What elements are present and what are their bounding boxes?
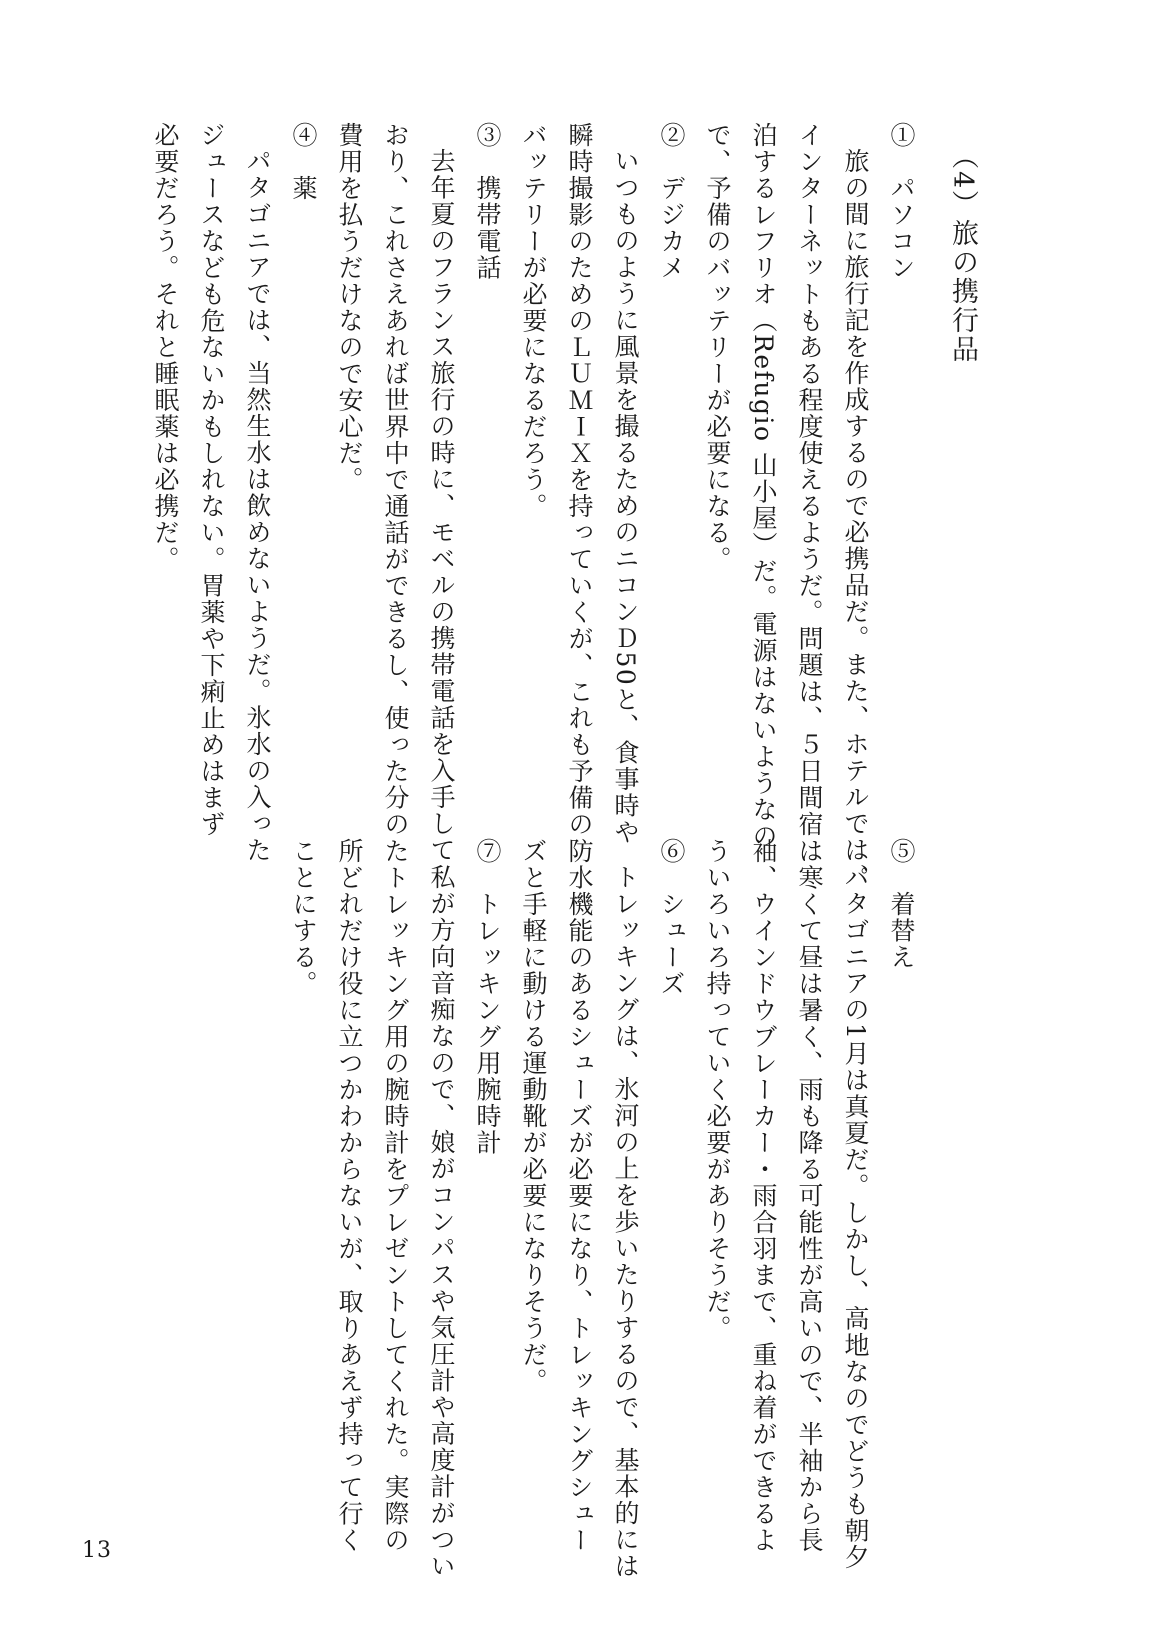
page-number: 13 xyxy=(82,1538,112,1563)
item-3-line-2: おり、これさえあれば世界中で通話ができるし、使った分の xyxy=(381,122,410,838)
item-5-heading: ⑤ 着替え xyxy=(887,838,916,971)
item-7-line-4: ことにする。 xyxy=(289,838,318,997)
item-4-heading: ④ 薬 xyxy=(289,122,318,202)
item-5-line-3: 袖、ウインドウブレーカー・雨合羽まで、重ね着ができるよ xyxy=(749,838,778,1554)
section-title: （4）旅の携行品 xyxy=(947,142,978,365)
item-4-line-3: 必要だろう。それと睡眠薬は必携だ。 xyxy=(151,122,180,573)
item-2-line-2: 瞬時撮影のためのＬＵＭＩＸを持っていくが、これも予備の xyxy=(565,122,594,838)
item-1-line-3: 泊するレフリオ（Refugio 山小屋）だ。電源はないようなの xyxy=(749,122,778,850)
item-5-line-1: パタゴニアの1月は真夏だ。しかし、高地なのでどうも朝夕 xyxy=(841,864,870,1571)
item-3-line-3: 費用を払うだけなので安心だ。 xyxy=(335,122,364,493)
item-4-line-1: パタゴニアでは、当然生水は飲めないようだ。氷水の入った xyxy=(243,148,272,864)
item-7-line-1: 私が方向音痴なので、娘がコンパスや気圧計や高度計がつい xyxy=(427,864,456,1580)
item-6-heading: ⑥ シューズ xyxy=(657,838,686,997)
item-6-line-1: トレッキングは、氷河の上を歩いたりするので、基本的には xyxy=(611,864,640,1580)
item-7-heading: ⑦ トレッキング用腕時計 xyxy=(473,838,502,1156)
item-5-line-2: は寒くて昼は暑く、雨も降る可能性が高いので、半袖から長 xyxy=(795,838,824,1554)
item-2-line-1: いつものように風景を撮るためのニコンＤ50と、食事時や xyxy=(611,148,640,846)
item-6-line-2: 防水機能のあるシューズが必要になり、トレッキングシュー xyxy=(565,838,594,1554)
item-1-heading: ① パソコン xyxy=(887,122,916,281)
item-7-line-3: 所どれだけ役に立つかわからないが、取りあえず持って行く xyxy=(335,838,364,1554)
item-2-heading: ② デジカメ xyxy=(657,122,686,281)
item-2-line-3: バッテリーが必要になるだろう。 xyxy=(519,122,548,520)
item-5-line-4: ういろいろ持っていく必要がありそうだ。 xyxy=(703,838,732,1342)
item-3-line-1: 去年夏のフランス旅行の時に、モベルの携帯電話を入手して xyxy=(427,148,456,864)
item-1-line-1: 旅の間に旅行記を作成するので必携品だ。また、ホテルでは、 xyxy=(841,148,870,890)
item-1-line-2: インターネットもある程度使えるようだ。問題は、５日間宿 xyxy=(795,122,824,838)
item-4-line-2: ジュースなども危ないかもしれない。胃薬や下痢止めはまず xyxy=(197,122,226,838)
item-3-heading: ③ 携帯電話 xyxy=(473,122,502,281)
lower-text-block xyxy=(280,838,924,1580)
item-6-line-3: ズと手軽に動ける運動靴が必要になりそうだ。 xyxy=(519,838,548,1395)
upper-text-block xyxy=(142,122,924,890)
item-7-line-2: たトレッキング用の腕時計をプレゼントしてくれた。実際の xyxy=(381,838,410,1554)
item-1-line-4: で、予備のバッテリーが必要になる。 xyxy=(703,122,732,573)
